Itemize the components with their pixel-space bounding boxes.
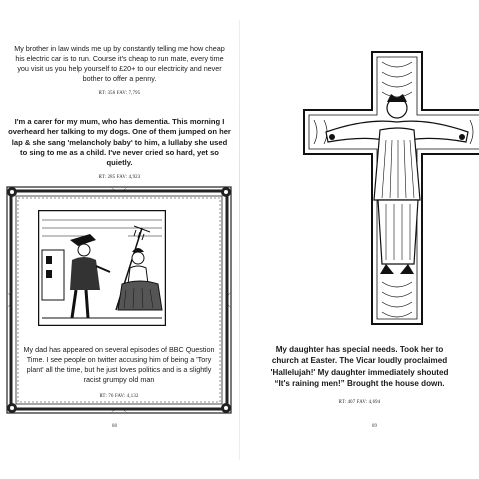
- page-number-left: 88: [112, 424, 117, 429]
- post-brother-in-law: [0, 44, 239, 99]
- woodcut-engraving-icon: [38, 210, 166, 326]
- left-page: [0, 0, 239, 479]
- post-stats: RT: 76 FAV: 4,132: [99, 394, 139, 400]
- post-text: My daughter has special needs. Took her to church at Easter. The Vicar loudly proclaimed 'Hallelujah!' My daughter immediately shouted “It's raining men!” Brought the house down.: [270, 345, 449, 388]
- right-page: [240, 0, 479, 479]
- crucifix-engraving-icon: [302, 50, 479, 326]
- post-text: My dad has appeared on several episodes of BBC Question Time. I see people on twitter accusing him of being a 'Tory plant' all the time, but he just loves politics and is a slightly racist grumpy old man: [23, 345, 215, 385]
- post-carer: [0, 117, 239, 184]
- post-text: My brother in law winds me up by constantly telling me how cheap his electric car is to run. Course it's cheap to run mate, every time you visit us you help yourself to £20+ to our electricity and never bother to offer a penny.: [14, 44, 225, 83]
- post-hallelujah: [240, 336, 479, 408]
- page-number-right: 89: [372, 424, 377, 429]
- post-text: I'm a carer for my mum, who has dementia. This morning I overheard her talking to my dogs. One of them jumped on her lap & she sang 'melancholy baby' to him, a lullaby she used to sing to me as a child. I've never cried so hard, yet so quietly.: [8, 117, 231, 168]
- post-stats: RT: 356 FAV: 7,795: [98, 91, 141, 96]
- post-stats: RT: 407 FAV: 4,694: [338, 400, 381, 405]
- post-question-time: [20, 338, 218, 402]
- post-stats: RT: 285 FAV: 4,923: [98, 175, 141, 181]
